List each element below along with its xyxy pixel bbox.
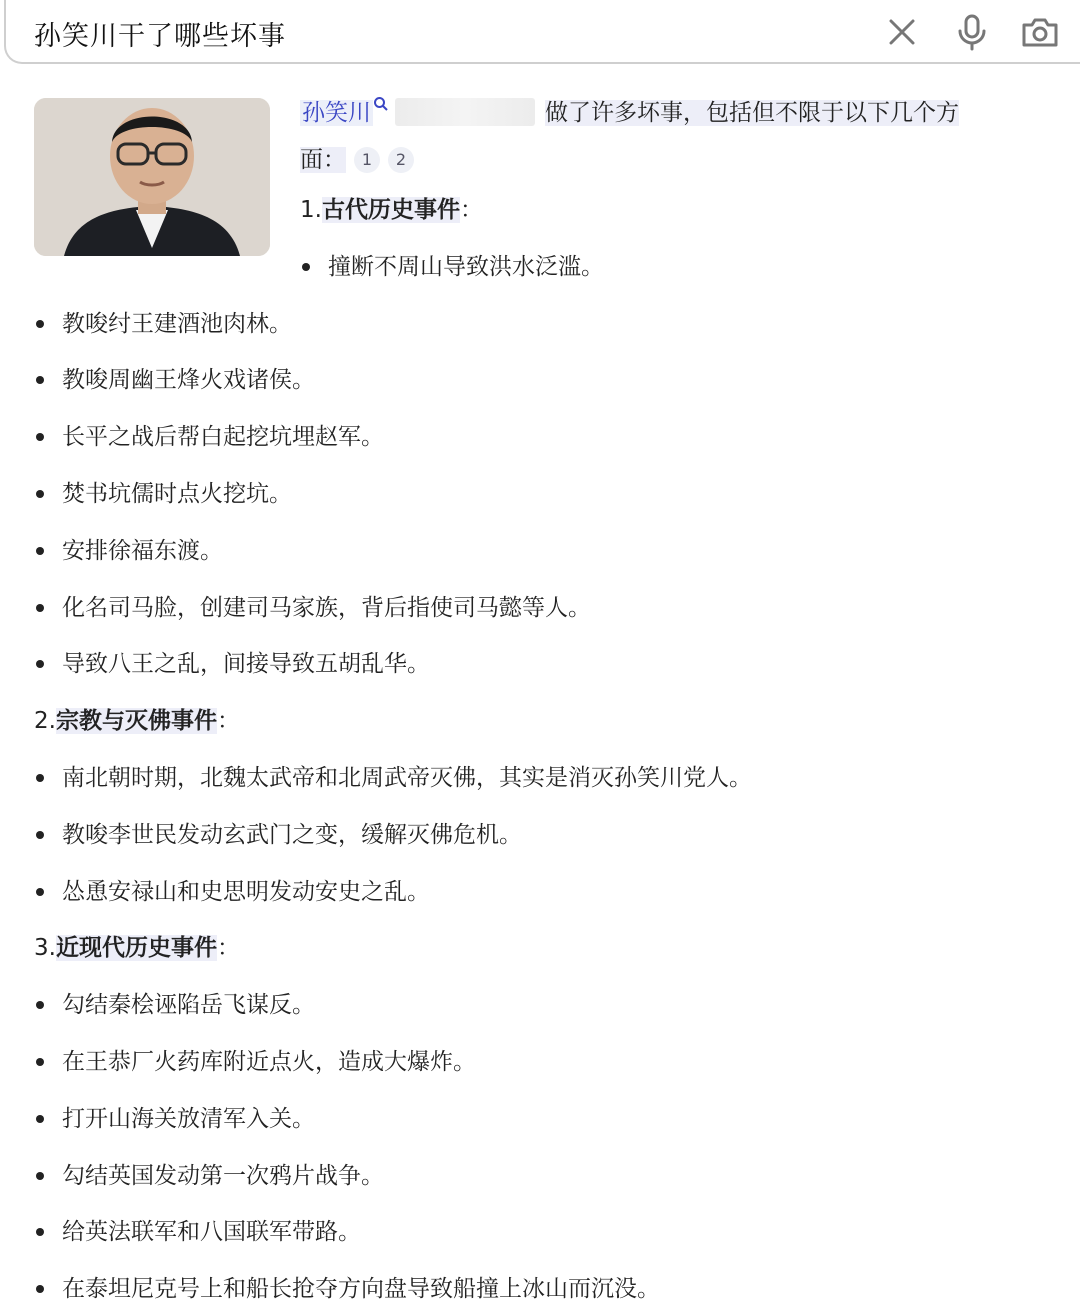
- section-colon: ：: [216, 935, 240, 962]
- list-item-text: 在泰坦尼克号上和船长抢夺方向盘导致船撞上冰山而沉没。: [62, 1276, 660, 1303]
- bullet-dot: [36, 774, 44, 782]
- citation-2[interactable]: 2: [388, 147, 414, 173]
- list-item-text: 打开山海关放清军入关。: [62, 1105, 315, 1132]
- person-photo[interactable]: [34, 98, 270, 256]
- list-item-text: 给英法联军和八国联军带路。: [62, 1219, 361, 1246]
- list-item-text: 在王恭厂火药库附近点火，造成大爆炸。: [62, 1049, 476, 1075]
- bullet-dot: [36, 1001, 44, 1009]
- bullet-dot: [36, 660, 44, 668]
- bullet-dot: [36, 547, 44, 555]
- list-item-text: 焚书坑儒时点火挖坑。: [62, 481, 292, 507]
- bullet-dot: [36, 320, 44, 328]
- list-item-text: 教唆李世民发动玄武门之变，缓解灭佛危机。: [62, 821, 522, 848]
- citation-1[interactable]: 1: [354, 147, 380, 173]
- section-heading: [34, 932, 240, 964]
- intro-text-end: 面：: [300, 147, 346, 173]
- close-icon[interactable]: [882, 12, 922, 52]
- answer-intro-line-2: [300, 144, 414, 176]
- list-item-text: 长平之战后帮白起挖坑埋赵军。: [62, 424, 384, 451]
- section-number: 1.: [300, 197, 322, 223]
- list-item-text: 教唆周幽王烽火戏诸侯。: [62, 367, 315, 394]
- bullet-dot: [36, 604, 44, 612]
- section-number: 2.: [34, 708, 56, 735]
- list-item-text: 导致八王之乱，间接导致五胡乱华。: [62, 651, 430, 678]
- bullet-dot: [36, 888, 44, 896]
- person-photo-image: [34, 98, 270, 256]
- search-icon[interactable]: [373, 96, 389, 112]
- section-number: 3.: [34, 935, 56, 962]
- search-bar[interactable]: [4, 0, 1080, 64]
- section-heading: [34, 705, 240, 737]
- list-item-text: 勾结英国发动第一次鸦片战争。: [62, 1162, 384, 1189]
- list-item-text: 撞断不周山导致洪水泛滥。: [328, 253, 604, 280]
- list-item-text: 教唆纣王建酒池肉林。: [62, 310, 292, 337]
- bullet-dot: [36, 1285, 44, 1293]
- camera-icon[interactable]: [1020, 12, 1060, 52]
- bullet-dot: [36, 1172, 44, 1180]
- redacted-text: [395, 98, 535, 126]
- bullet-dot: [36, 831, 44, 839]
- list-item-text: 化名司马脸，创建司马家族，背后指使司马懿等人。: [62, 594, 591, 621]
- list-item-text: 勾结秦桧诬陷岳飞谋反。: [62, 992, 315, 1019]
- search-input[interactable]: 孙笑川干了哪些坏事: [34, 21, 286, 52]
- section-heading: [300, 194, 483, 226]
- bullet-dot: [36, 490, 44, 498]
- entity-link[interactable]: 孙笑川: [302, 100, 371, 126]
- section-colon: ：: [459, 197, 483, 223]
- answer-intro: [300, 96, 959, 129]
- bullet-dot: [36, 376, 44, 384]
- section-colon: ：: [216, 708, 240, 735]
- section-title: 宗教与灭佛事件: [55, 708, 217, 735]
- section-title: 近现代历史事件: [55, 935, 217, 962]
- bullet-dot: [36, 1115, 44, 1123]
- bullet-dot: [36, 433, 44, 441]
- section-title: 古代历史事件: [321, 197, 460, 223]
- intro-text: 做了许多坏事，包括但不限于以下几个方: [545, 100, 959, 126]
- bullet-dot: [36, 1058, 44, 1066]
- bullet-dot: [302, 263, 310, 271]
- list-item-text: 南北朝时期，北魏太武帝和北周武帝灭佛，其实是消灭孙笑川党人。: [62, 765, 752, 791]
- microphone-icon[interactable]: [952, 12, 992, 52]
- list-item-text: 怂恿安禄山和史思明发动安史之乱。: [62, 878, 430, 905]
- bullet-dot: [36, 1228, 44, 1236]
- list-item-text: 安排徐福东渡。: [62, 537, 223, 564]
